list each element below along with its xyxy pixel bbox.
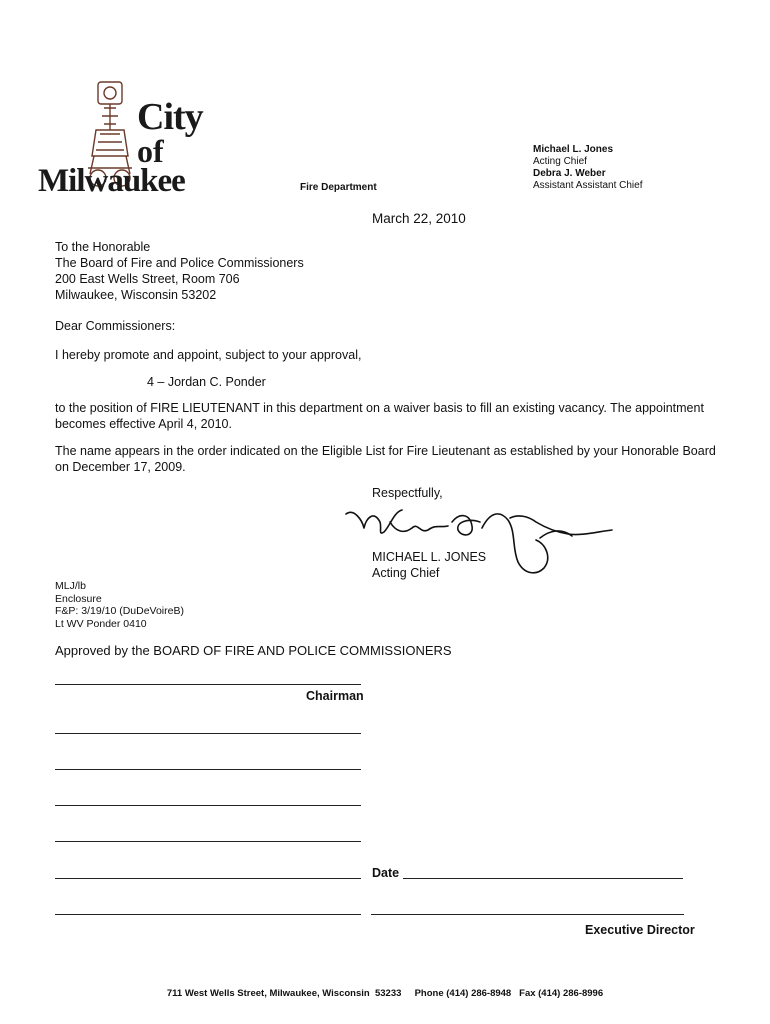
initials-line: MLJ/lb (55, 580, 86, 592)
officer2-name: Debra J. Weber (533, 168, 606, 179)
date-line (403, 878, 683, 879)
address-line: The Board of Fire and Police Commissioners (55, 256, 304, 270)
commissioner-signature-line (55, 733, 361, 734)
chairman-signature-line (55, 684, 361, 685)
intro-sentence: I hereby promote and appoint, subject to your approval, (55, 348, 362, 362)
commissioner-signature-line (55, 805, 361, 806)
executive-director-signature-line (371, 914, 684, 915)
reference-initials (55, 580, 184, 630)
appointment-paragraph: to the position of FIRE LIEUTENANT in this department on a waiver basis to fill an existing vacancy. The appointment becomes effective April 4, 2010. (55, 401, 704, 431)
signer-block (372, 549, 486, 581)
approval-heading: Approved by the BOARD OF FIRE AND POLICE COMMISSIONERS (55, 643, 452, 658)
date-label: Date (372, 866, 400, 880)
appointee-line: 4 – Jordan C. Ponder (147, 375, 266, 389)
officer1-name: Michael L. Jones (533, 144, 614, 155)
recipient-address (55, 239, 304, 303)
chairman-label: Chairman (306, 689, 364, 703)
salutation: Dear Commissioners: (55, 319, 176, 333)
commissioner-signature-line (55, 914, 361, 915)
officer2-title: Assistant Assistant Chief (533, 180, 643, 191)
logo-of: of (137, 133, 164, 169)
footer-contact: 711 West Wells Street, Milwaukee, Wisconsin 53233 Phone (414) 286-8948 Fax (414) 286-8996 (166, 988, 604, 999)
address-line: 200 East Wells Street, Room 706 (55, 272, 240, 286)
logo-city: City (137, 96, 203, 138)
commissioner-signature-line (55, 878, 361, 879)
initials-line: Enclosure (55, 592, 102, 605)
logo-milwaukee: Milwaukee (38, 163, 185, 199)
executive-director-label: Executive Director (585, 923, 695, 937)
department-name: Fire Department (300, 182, 377, 193)
initials-line: Lt WV Ponder 0410 (55, 617, 147, 630)
letter-date: March 22, 2010 (372, 211, 466, 226)
officers-block (533, 144, 643, 192)
closing: Respectfully, (372, 486, 443, 500)
signer-title: Acting Chief (372, 566, 440, 580)
initials-line: F&P: 3/19/10 (DuDeVoireB) (55, 605, 184, 617)
commissioner-signature-line (55, 769, 361, 770)
address-line: To the Honorable (55, 240, 151, 254)
signer-name: MICHAEL L. JONES (372, 550, 487, 564)
commissioner-signature-line (55, 841, 361, 842)
eligible-list-paragraph: The name appears in the order indicated on the Eligible List for Fire Lieutenant as established by your Honorable Board on December 17, 2009. (55, 444, 716, 474)
address-line: Milwaukee, Wisconsin 53202 (55, 288, 217, 302)
officer1-title: Acting Chief (533, 156, 587, 167)
